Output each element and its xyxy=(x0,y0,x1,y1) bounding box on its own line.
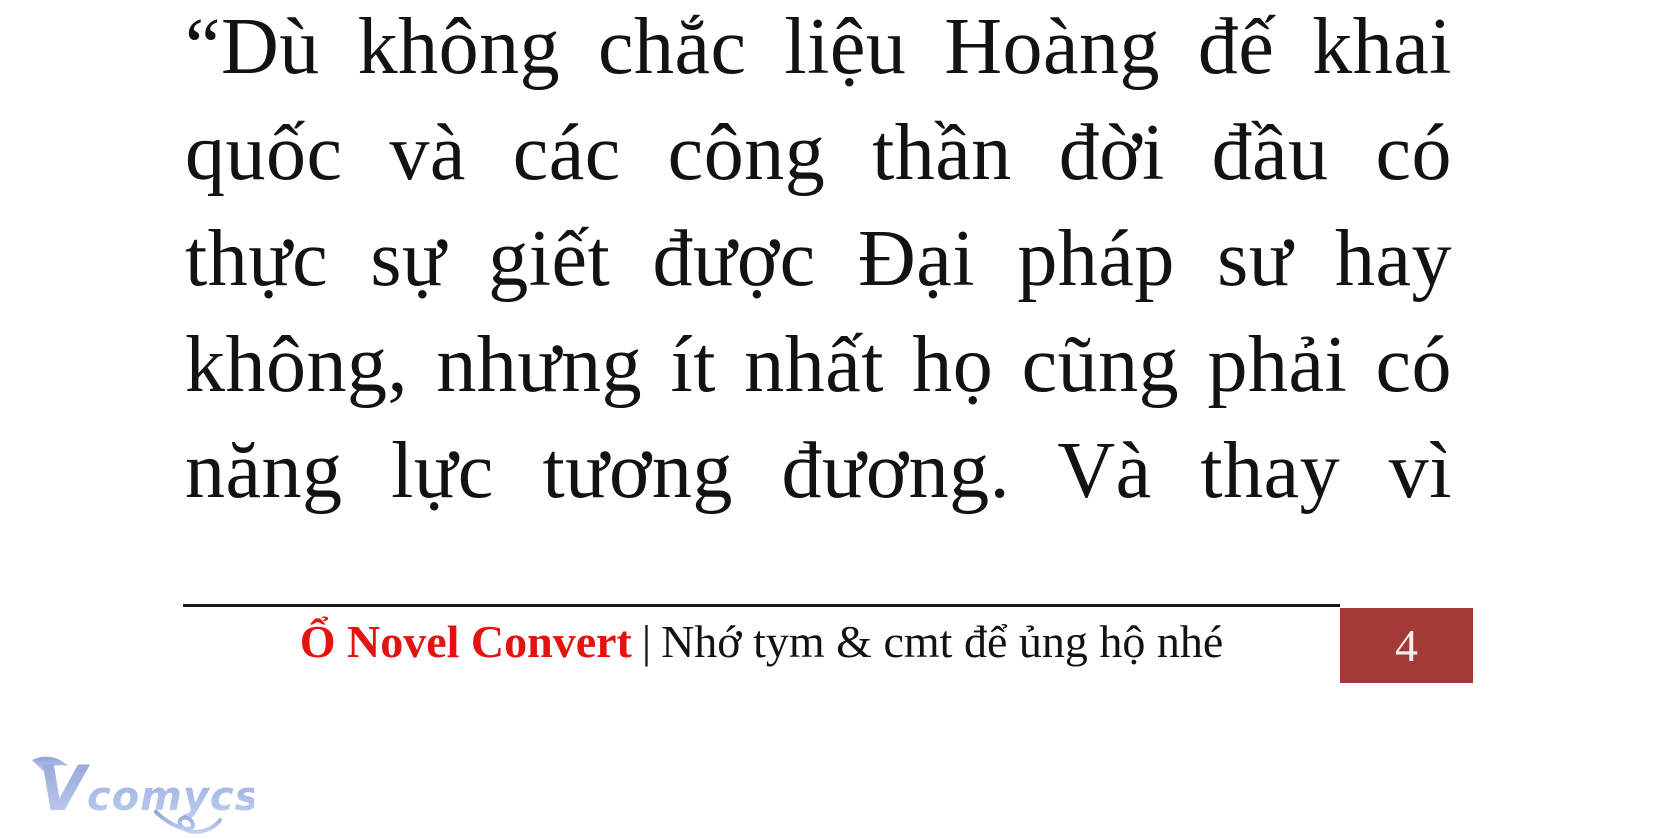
footer-caption xyxy=(183,611,1340,673)
vcomycs-watermark xyxy=(24,744,254,839)
vcomycs-logo-icon xyxy=(24,744,254,839)
footer-separator: | xyxy=(641,616,652,667)
brand-label: Ổ Novel Convert xyxy=(299,616,632,667)
paragraph-line: “Dù không chắc liệu Hoàng đế khai xyxy=(185,3,1452,91)
paragraph-line: quốc và các công thần đời đầu có xyxy=(185,109,1452,197)
footer xyxy=(183,604,1473,686)
paragraph-line: không, nhưng ít nhất họ cũng phải có xyxy=(185,321,1452,409)
paragraph-line: năng lực tương đương. Và thay vì xyxy=(185,427,1452,515)
page-number: 4 xyxy=(1395,620,1418,671)
footer-divider xyxy=(183,604,1340,607)
novel-paragraph xyxy=(185,0,1452,524)
footer-message: Nhớ tym & cmt để ủng hộ nhé xyxy=(661,616,1224,667)
svg-text:Vcomycs: Vcomycs xyxy=(38,752,254,825)
paragraph-line: thực sự giết được Đại pháp sư hay xyxy=(185,215,1452,303)
page-number-badge xyxy=(1340,608,1473,683)
